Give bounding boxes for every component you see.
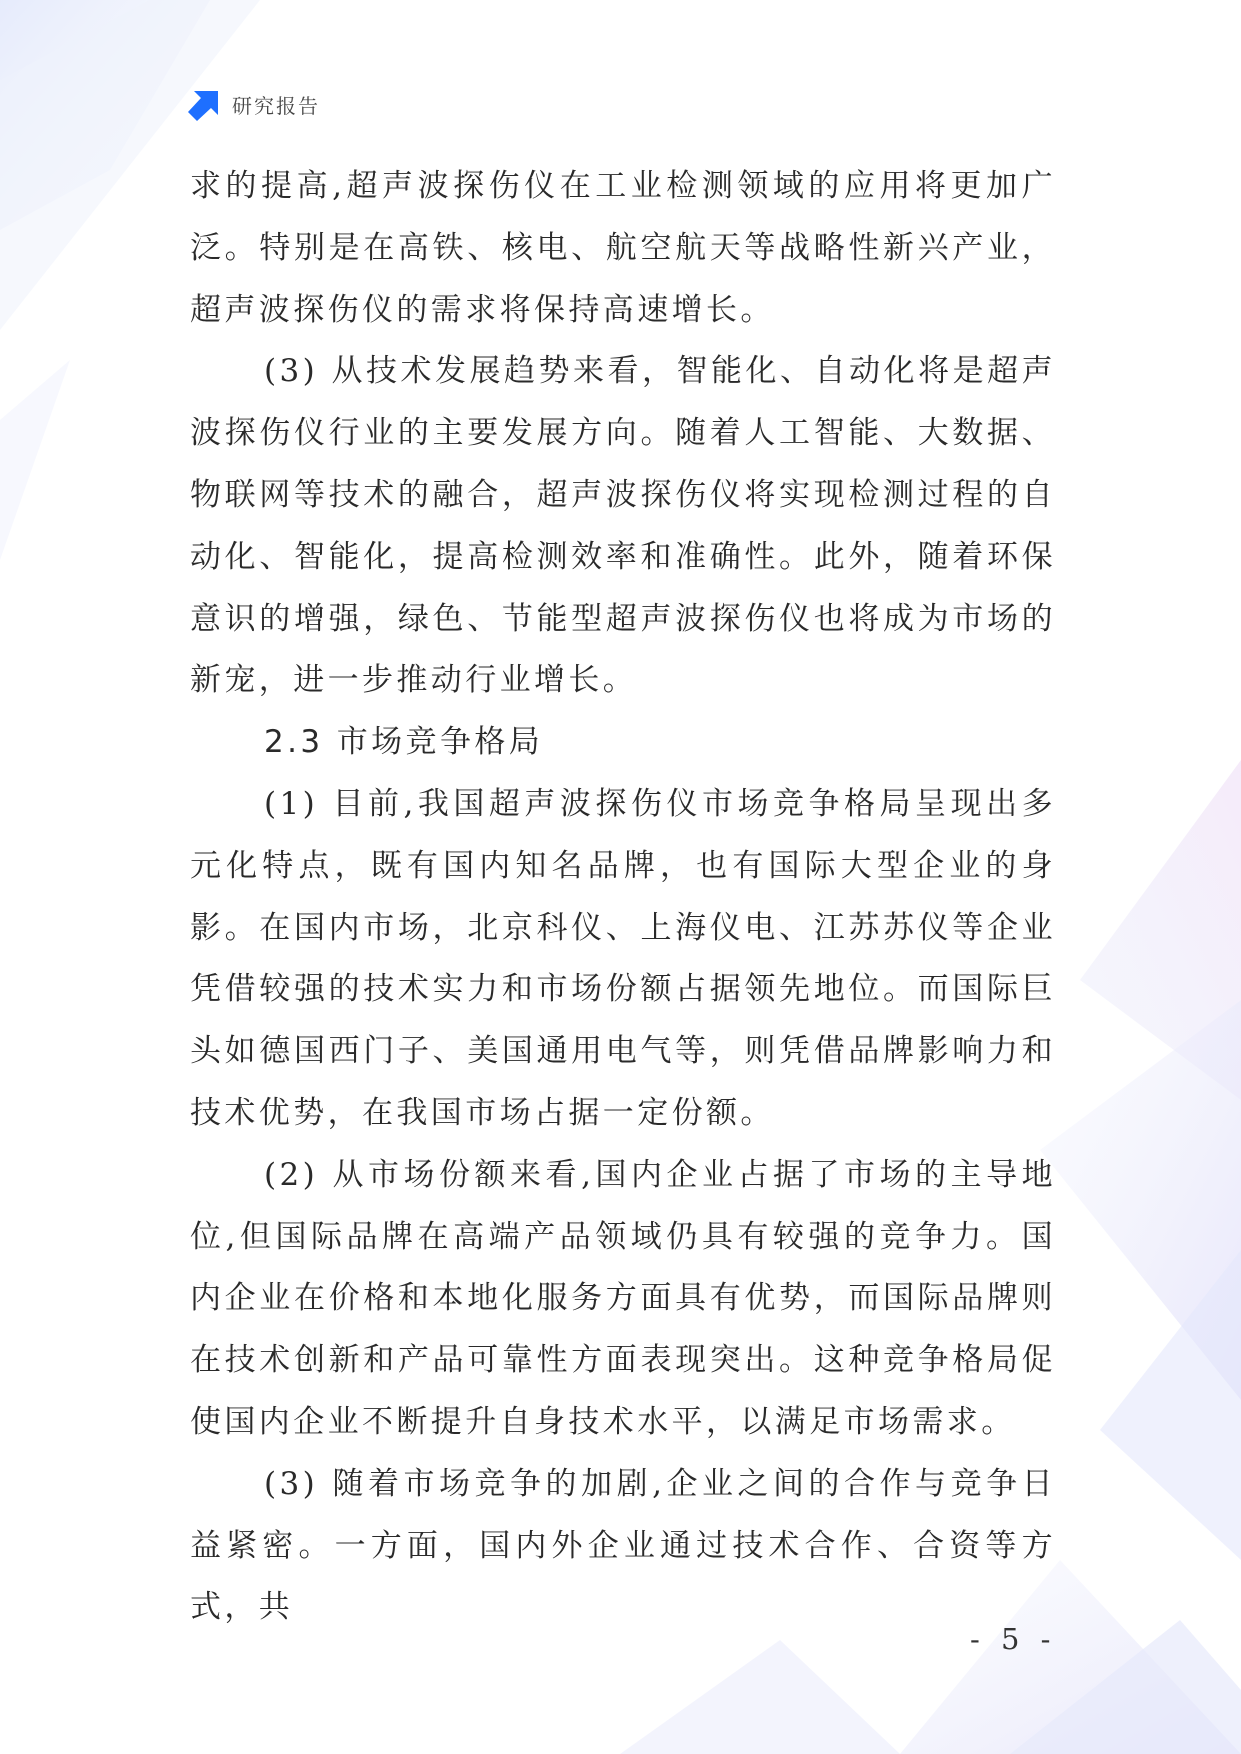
arrow-up-right-icon xyxy=(188,87,222,121)
paragraph-continued: 求的提高,超声波探伤仪在工业检测领域的应用将更加广泛。特别是在高铁、核电、航空航天等战略性新兴产业，超声波探伤仪的需求将保持高速增长。 xyxy=(190,168,1056,328)
section-heading: 2.3 市场竞争格局 xyxy=(264,724,544,761)
page-header xyxy=(188,86,320,122)
paragraph-competition-1: (1) 目前,我国超声波探伤仪市场竞争格局呈现出多元化特点，既有国内知名品牌，也有国际大型企业的身影。在国内市场，北京科仪、上海仪电、江苏苏仪等企业凭借较强的技术实力和市场份额占据领先地位。而国际巨头如德国西门子、美国通用电气等，则凭借品牌影响力和技术优势，在我国市场占据一定份额。 xyxy=(190,785,1056,1131)
paragraph-competition-3: (3) 随着市场竞争的加剧,企业之间的合作与竞争日益紧密。一方面，国内外企业通过技术合作、合资等方式，共 xyxy=(190,1465,1056,1626)
paragraph-competition-2: (2) 从市场份额来看,国内企业占据了市场的主导地位,但国际品牌在高端产品领域仍具有较强的竞争力。国内企业在价格和本地化服务方面具有优势，而国际品牌则在技术创新和产品可靠性方面表现突出。这种竞争格局促使国内企业不断提升自身技术水平，以满足市场需求。 xyxy=(190,1156,1056,1440)
page-number: - 5 - xyxy=(970,1622,1057,1656)
document-body xyxy=(190,156,1056,1639)
header-title: 研究报告 xyxy=(232,93,320,118)
paragraph-tech-trend: (3) 从技术发展趋势来看，智能化、自动化将是超声波探伤仪行业的主要发展方向。随着人工智能、大数据、物联网等技术的融合，超声波探伤仪将实现检测过程的自动化、智能化，提高检测效率和准确性。此外，随着环保意识的增强，绿色、节能型超声波探伤仪也将成为市场的新宠，进一步推动行业增长。 xyxy=(190,353,1056,699)
